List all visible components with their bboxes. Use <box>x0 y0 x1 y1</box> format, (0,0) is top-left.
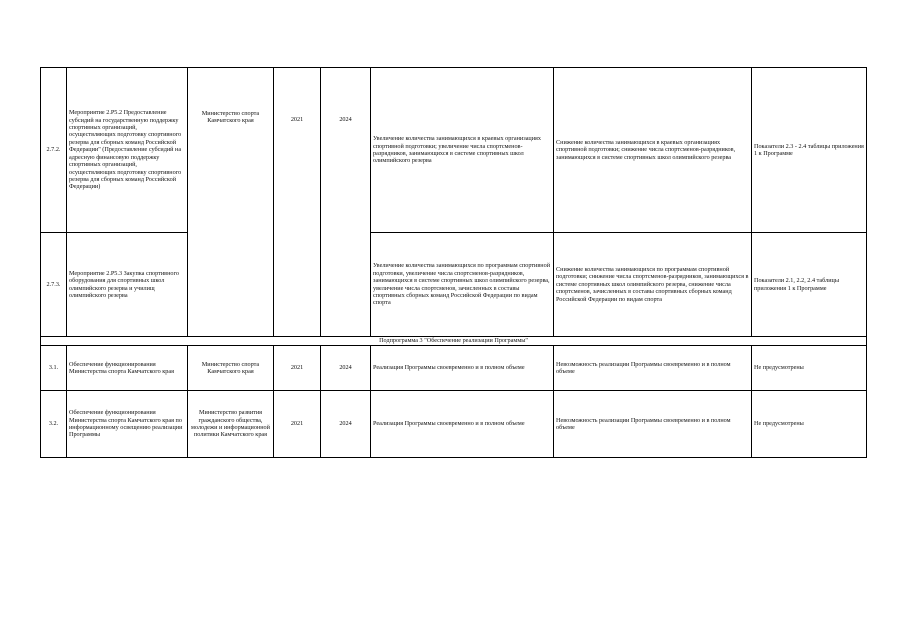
expected-result: Увеличение количества занимающихся в краевых организациях спортивной подготовки; увеличение числа спортсменов-разрядников, занимающихся в системе спортивных школ олимпийского резерва <box>371 68 554 233</box>
measure-name: Мероприятие 2.Р5.2 Предоставление субсидий на государственную поддержку спортивных организаций, осуществляющих подготовку спортивного резерва для сборных команд Российской Федерации" (Предоставление субсидий на адресную финансовую поддержку спортивных организаций, осуществляющих подготовку спортивного резерва для сборных команд Российской Федерации) <box>67 68 188 233</box>
measure-name: Обеспечение функционирования Министерства спорта Камчатского края по информационному освещению реализации Программы <box>67 391 188 458</box>
indicators: Не предусмотрены <box>752 346 867 391</box>
end-year: 2024 <box>321 391 371 458</box>
measure-name: Мероприятие 2.Р5.3 Закупка спортивного оборудования для спортивных школ олимпийского резерва и училищ олимпийского резерва <box>67 233 188 337</box>
expected-result: Реализация Программы своевременно и в полном объеме <box>371 391 554 458</box>
start-year-cell <box>274 68 321 337</box>
row-number: 2.7.3. <box>41 233 67 337</box>
subprogram-header-row <box>41 337 867 346</box>
table-row <box>41 68 867 233</box>
start-year: 2021 <box>290 116 304 123</box>
measure-name: Обеспечение функционирования Министерства спорта Камчатского края <box>67 346 188 391</box>
executor-cell <box>188 68 274 337</box>
measures-table <box>40 67 867 458</box>
end-year: 2024 <box>321 346 371 391</box>
table-row <box>41 346 867 391</box>
consequence: Невозможность реализации Программы своевременно и в полном объеме <box>554 391 752 458</box>
consequence: Невозможность реализации Программы своевременно и в полном объеме <box>554 346 752 391</box>
executor: Министерство спорта Камчатского края <box>201 110 260 125</box>
row-number: 3.2. <box>41 391 67 458</box>
expected-result: Увеличение количества занимающихся по программам спортивной подготовки, увеличение числа спортсменов-разрядников, занимающихся в системе спортивных школ олимпийского резерва, увеличение числа спортсменов, зачисленных в составы спортивных сборных команд Российской Федерации по видам спорта <box>371 233 554 337</box>
consequence: Снижение количества занимающихся в краевых организациях спортивной подготовки; снижение числа спортсменов-разрядников, занимающихся в системе спортивных школ олимпийского резерва <box>554 68 752 233</box>
executor: Министерство спорта Камчатского края <box>188 346 274 391</box>
end-year: 2024 <box>339 116 352 123</box>
end-year-cell <box>321 68 371 337</box>
start-year: 2021 <box>274 346 321 391</box>
indicators: Не предусмотрены <box>752 391 867 458</box>
row-number: 3.1. <box>41 346 67 391</box>
row-number: 2.7.2. <box>41 68 67 233</box>
indicators: Показатели 2.1, 2.2, 2.4 таблицы приложения 1 к Программе <box>752 233 867 337</box>
table-row <box>41 391 867 458</box>
consequence: Снижение количества занимающихся по программам спортивной подготовки; снижение числа спортсменов-разрядников, занимающихся в системе спортивных школ олимпийского резерва, снижение числа спортсменов, зачисленных в составы спортивных сборных команд Российской Федерации по видам спорта <box>554 233 752 337</box>
indicators: Показатели 2.3 - 2.4 таблицы приложения 1 к Программе <box>752 68 867 233</box>
expected-result: Реализация Программы своевременно и в полном объеме <box>371 346 554 391</box>
table-row <box>41 233 867 337</box>
subprogram-title: Подпрограмма 3 "Обеспечение реализации Программы" <box>41 337 867 346</box>
executor: Министерство развития гражданского общества, молодежи и информационной политики Камчатского края <box>188 391 274 458</box>
start-year: 2021 <box>274 391 321 458</box>
